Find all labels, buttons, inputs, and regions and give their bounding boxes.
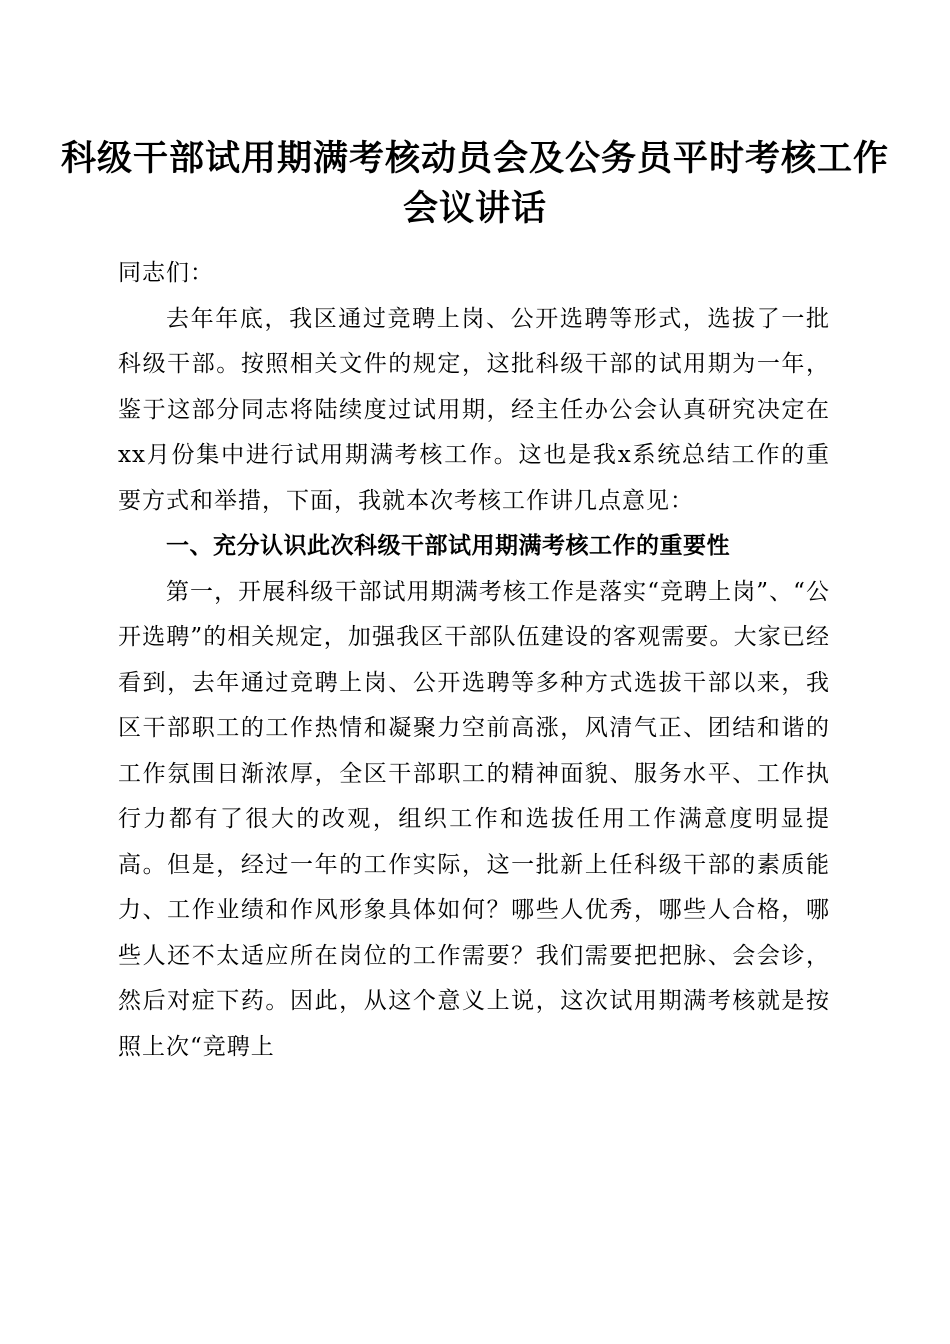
section-heading: 一、充分认识此次科级干部试用期满考核工作的重要性 xyxy=(166,533,730,559)
document-body xyxy=(118,251,830,1070)
document-title: 科级干部试用期满考核动员会及公务员平时考核工作会议讲话 xyxy=(60,139,889,229)
section-paragraph: 第一，开展科级干部试用期满考核工作是落实“竞聘上岗”、“公开选聘”的相关规定，加强我区干部队伍建设的客观需要。大家已经看到，去年通过竞聘上岗、公开选聘等多种方式选拔干部以来，我区干部职工的工作热情和凝聚力空前高涨，风清气正、团结和谐的工作氛围日渐浓厚，全区干部职工的精神面貌、服务水平、工作执行力都有了很大的改观，组织工作和选拔任用工作满意度明显提高。但是，经过一年的工作实际，这一批新上任科级干部的素质能力、工作业绩和作风形象具体如何？哪些人优秀，哪些人合格，哪些人还不太适应所在岗位的工作需要？我们需要把把脉、会会诊，然后对症下药。因此，从这个意义上说，这次试用期满考核就是按照上次“竞聘上 xyxy=(118,578,830,1060)
intro-paragraph: 去年年底，我区通过竞聘上岗、公开选聘等形式，选拔了一批科级干部。按照相关文件的规定，这批科级干部的试用期为一年，鉴于这部分同志将陆续度过试用期，经主任办公会认真研究决定在xx月份集中进行试用期满考核工作。这也是我x系统总结工作的重要方式和举措，下面，我就本次考核工作讲几点意见： xyxy=(118,305,830,514)
salutation: 同志们： xyxy=(118,260,214,286)
